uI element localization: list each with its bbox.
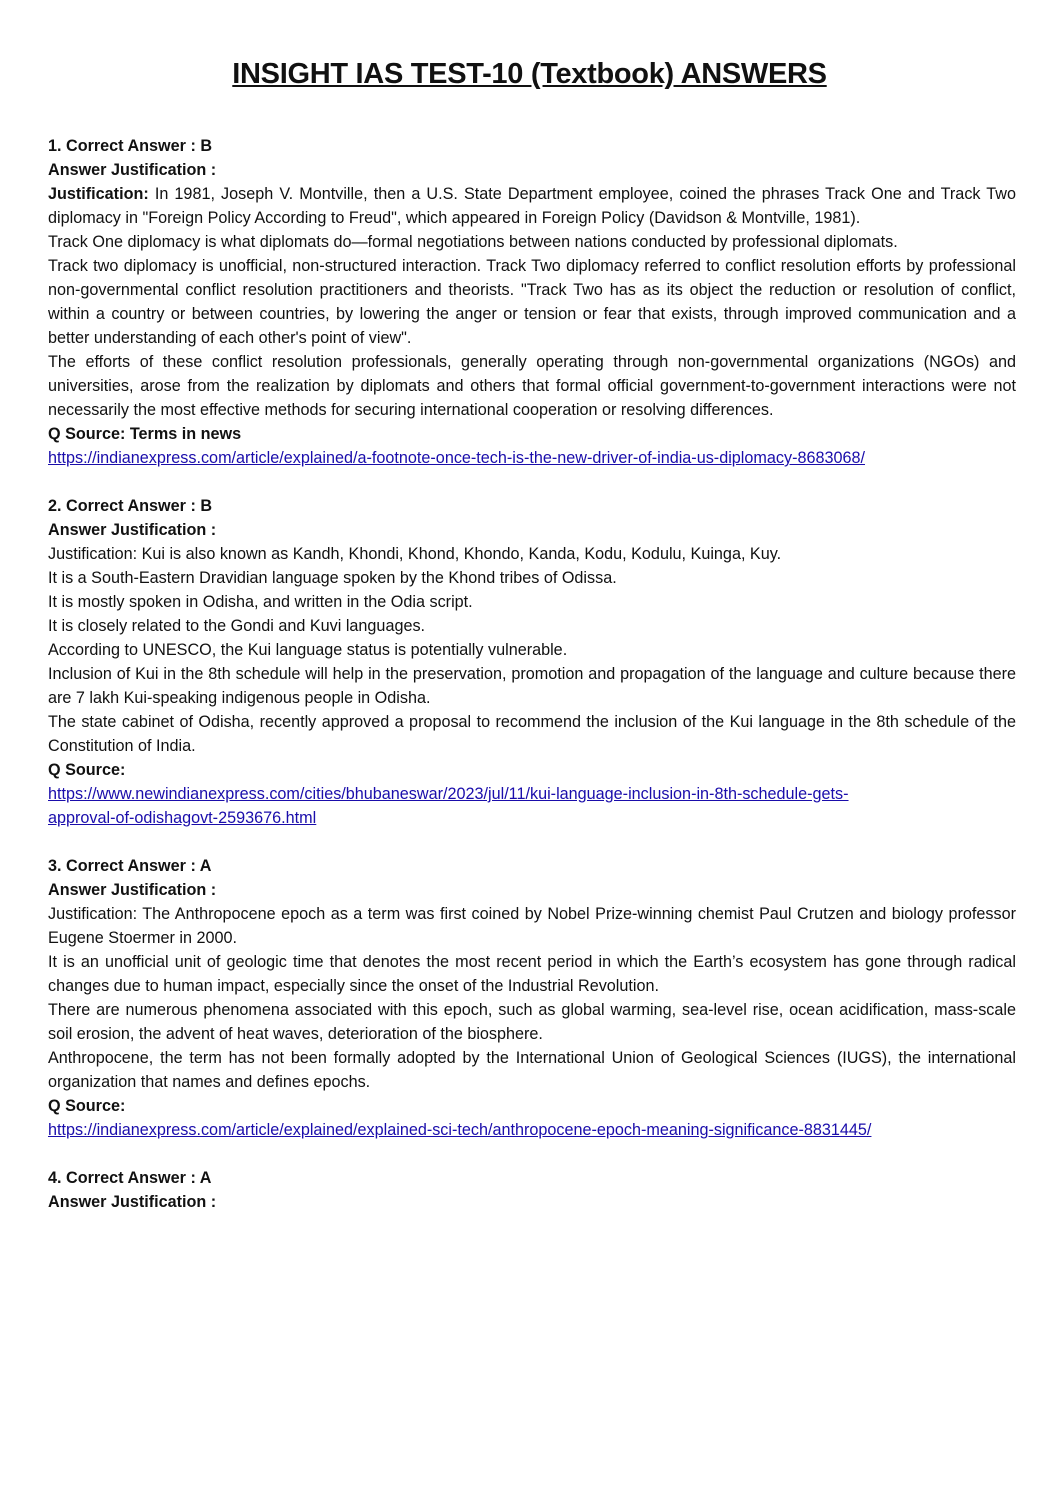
justification-paragraph: Track two diplomacy is unofficial, non-structured interaction. Track Two diplomacy referred to conflict resolution efforts by professional non-governmental conflict resolution practitioners and theorists. "Track Two has as its object the reduction or resolution of conflict, within a country or between countries, by lowering the anger or tension or fear that exists, through improved communication and a better understanding of each other's point of view".	[48, 257, 1016, 347]
answer-heading: 1. Correct Answer : B	[48, 137, 213, 155]
justification-paragraph: It is closely related to the Gondi and Kuvi languages.	[48, 617, 426, 635]
justification-label: Answer Justification :	[48, 1193, 217, 1211]
justification-paragraph: Track One diplomacy is what diplomats do—formal negotiations between nations conducted by professional diplomats.	[48, 233, 898, 251]
justification-paragraph: It is an unofficial unit of geologic time that denotes the most recent period in which the Earth’s ecosystem has gone through radical changes due to human impact, especially since the onset of the Industrial Revolution.	[48, 953, 1016, 995]
answer-1	[48, 134, 1016, 470]
source-link-anchor[interactable]: https://indianexpress.com/article/explained/explained-sci-tech/anthropocene-epoch-meaning-significance-8831445/	[48, 1121, 872, 1139]
source-link[interactable]	[48, 446, 1016, 470]
answers-content	[48, 134, 1016, 1214]
justification-paragraph: There are numerous phenomena associated with this epoch, such as global warming, sea-level rise, ocean acidification, mass-scale soil erosion, the advent of heat waves, deterioration of the biosphere.	[48, 1001, 1016, 1043]
justification-paragraph: Inclusion of Kui in the 8th schedule will help in the preservation, promotion and propagation of the language and culture because there are 7 lakh Kui-speaking indigenous people in Odisha.	[48, 665, 1016, 707]
justification-label: Answer Justification :	[48, 881, 217, 899]
justification-paragraph: It is a South-Eastern Dravidian language spoken by the Khond tribes of Odissa.	[48, 569, 617, 587]
justification-label: Answer Justification :	[48, 161, 217, 179]
justification-paragraph	[48, 182, 1016, 230]
justification-paragraph: Justification: Kui is also known as Kandh, Khondi, Khond, Khondo, Kanda, Kodu, Kodulu, Kuinga, Kuy.	[48, 545, 782, 563]
justification-paragraph: Anthropocene, the term has not been formally adopted by the International Union of Geological Sciences (IUGS), the international organization that names and defines epochs.	[48, 1049, 1016, 1091]
answer-4	[48, 1166, 1016, 1214]
justification-lead-text: In 1981, Joseph V. Montville, then a U.S. State Department employee, coined the phrases Track One and Track Two diplomacy in "Foreign Policy According to Freud", which appeared in Foreign Policy (Davidson & Montville, 1981).	[48, 185, 1016, 227]
spacer	[48, 830, 1016, 854]
justification-paragraph: According to UNESCO, the Kui language status is potentially vulnerable.	[48, 641, 568, 659]
source-link-anchor[interactable]: https://indianexpress.com/article/explained/a-footnote-once-tech-is-the-new-driver-of-india-us-diplomacy-8683068/	[48, 449, 865, 467]
justification-paragraph: The state cabinet of Odisha, recently approved a proposal to recommend the inclusion of the Kui language in the 8th schedule of the Constitution of India.	[48, 713, 1016, 755]
justification-paragraph: It is mostly spoken in Odisha, and written in the Odia script.	[48, 593, 473, 611]
answer-2	[48, 494, 1016, 830]
page-title: INSIGHT IAS TEST-10 (Textbook) ANSWERS	[232, 58, 827, 90]
answer-heading: 3. Correct Answer : A	[48, 857, 212, 875]
justification-label: Answer Justification :	[48, 521, 217, 539]
source-label: Q Source:	[48, 1097, 126, 1115]
source-label: Q Source: Terms in news	[48, 425, 242, 443]
answer-heading: 2. Correct Answer : B	[48, 497, 213, 515]
source-label: Q Source:	[48, 761, 126, 779]
source-link-anchor-line-1[interactable]: https://www.newindianexpress.com/cities/bhubaneswar/2023/jul/11/kui-language-inclusion-in-8th-schedule-gets-	[48, 785, 849, 803]
source-link-anchor-line-2[interactable]: approval-of-odishagovt-2593676.html	[48, 809, 317, 827]
answer-heading: 4. Correct Answer : A	[48, 1169, 212, 1187]
source-link[interactable]	[48, 1118, 1016, 1142]
spacer	[48, 1142, 1016, 1166]
source-link[interactable]	[48, 782, 1016, 806]
justification-lead-label: Justification:	[48, 185, 149, 203]
spacer	[48, 470, 1016, 494]
answer-3	[48, 854, 1016, 1142]
source-link[interactable]	[48, 806, 1016, 830]
justification-paragraph: Justification: The Anthropocene epoch as a term was first coined by Nobel Prize-winning chemist Paul Crutzen and biology professor Eugene Stoermer in 2000.	[48, 905, 1016, 947]
justification-paragraph: The efforts of these conflict resolution professionals, generally operating through non-governmental organizations (NGOs) and universities, arose from the realization by diplomats and others that formal official government-to-government interactions were not necessarily the most effective methods for securing international cooperation or resolving differences.	[48, 353, 1016, 419]
